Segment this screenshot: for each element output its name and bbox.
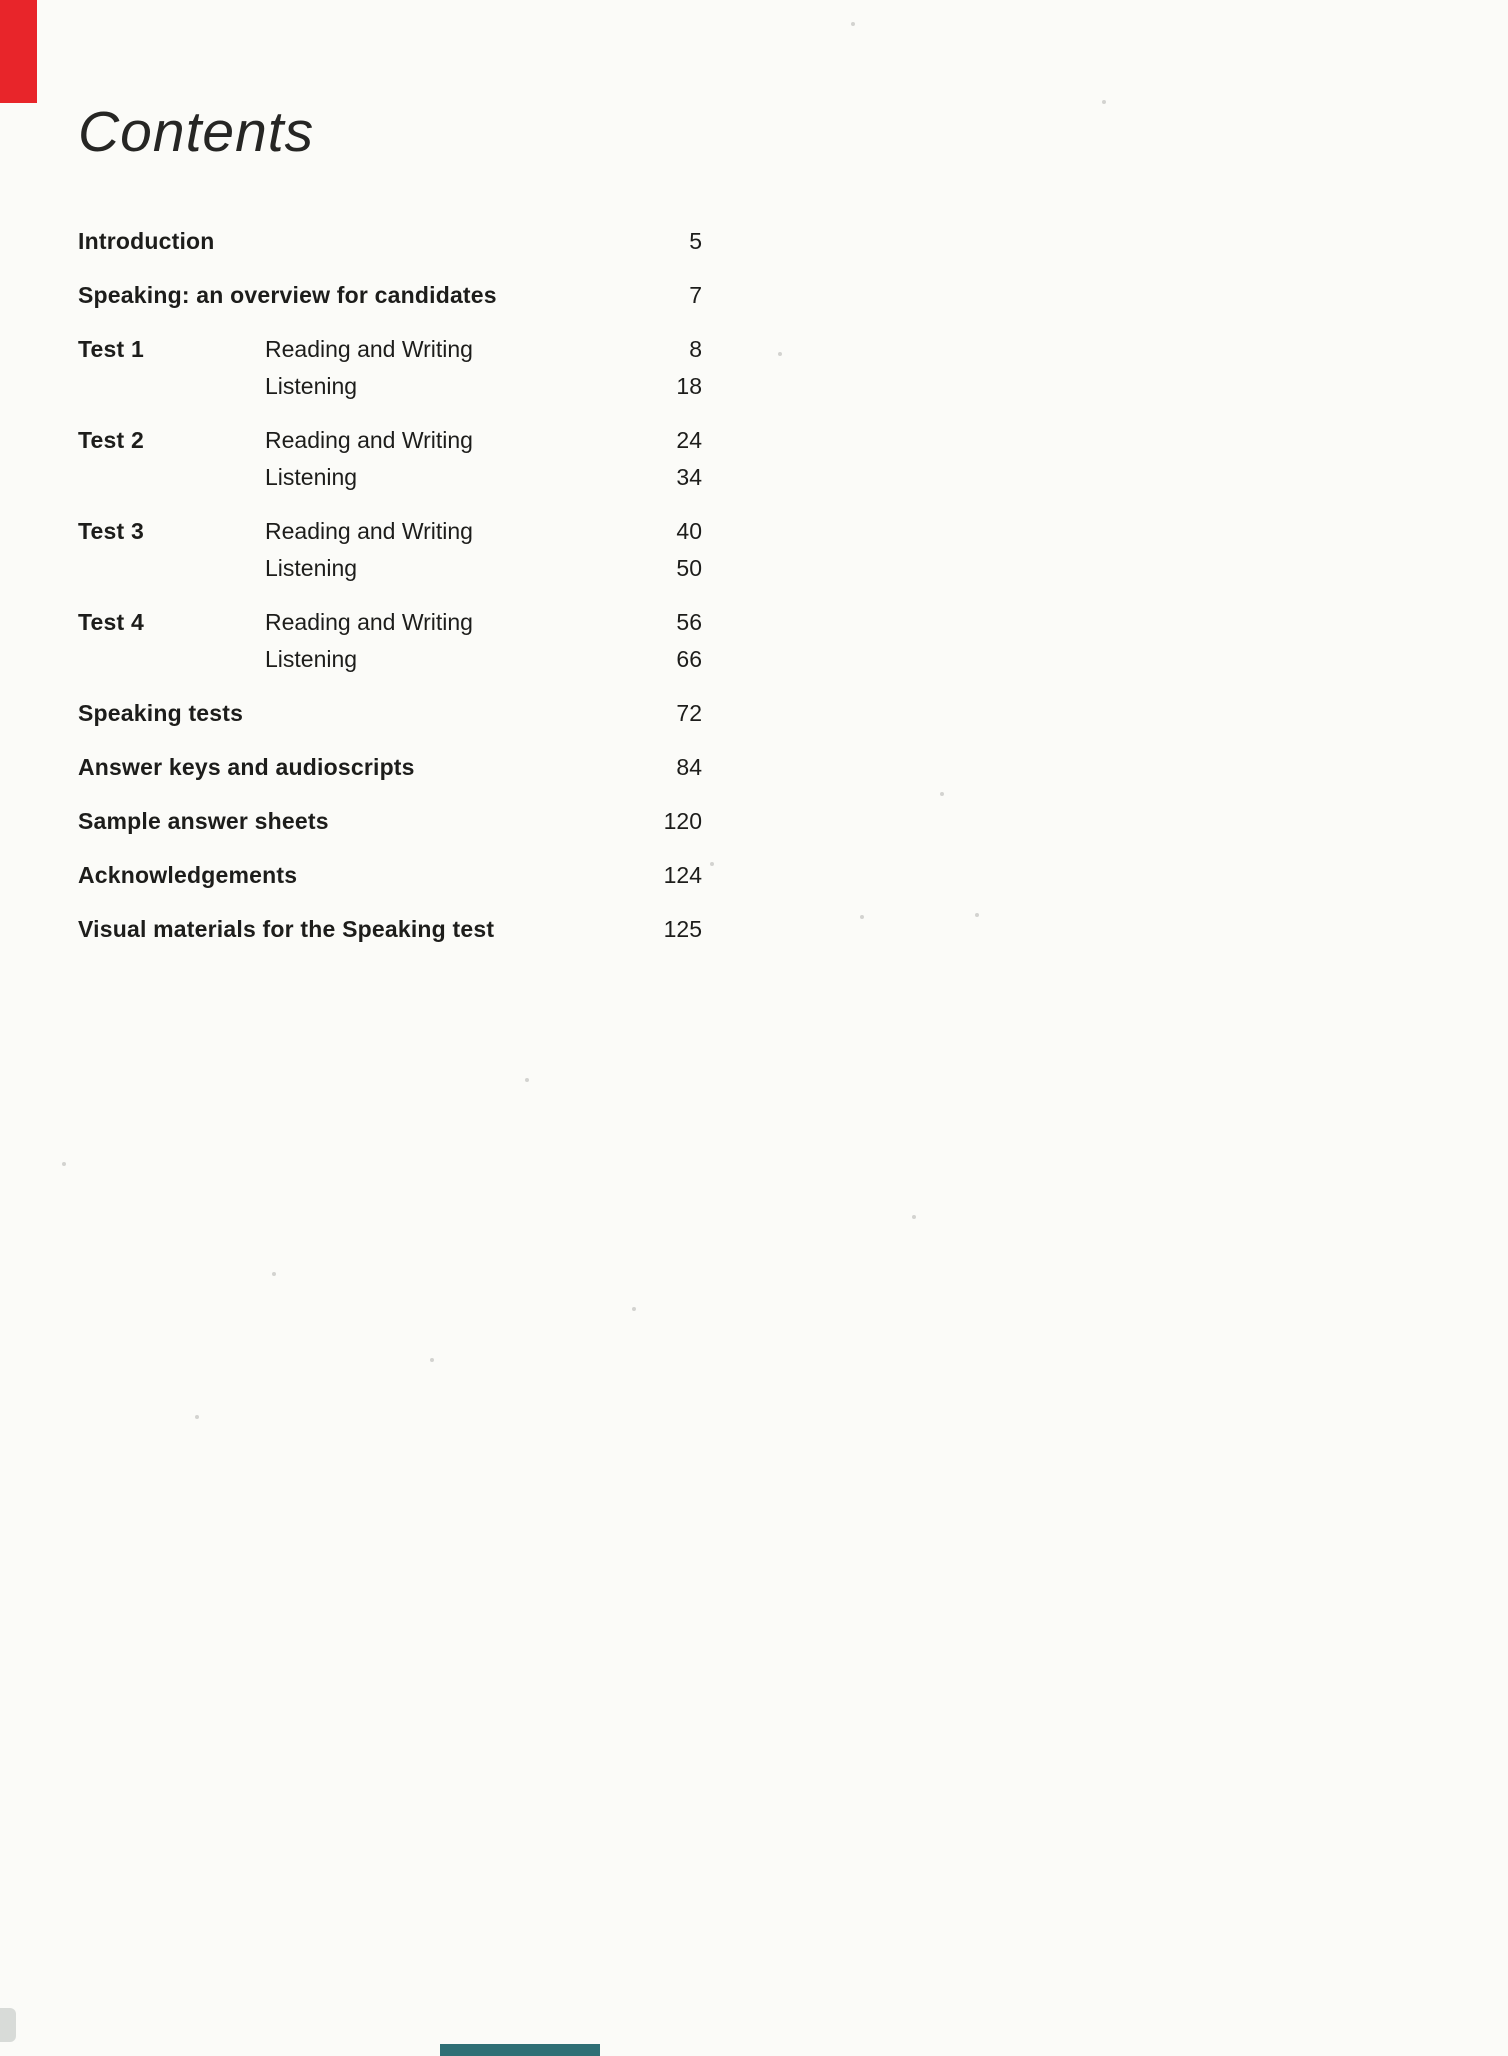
toc-subentry-page: 50: [676, 554, 702, 581]
toc-entry-label: Test 3: [78, 517, 144, 544]
toc-subentry-label: Reading and Writing: [265, 608, 473, 635]
scan-speck: [430, 1358, 434, 1362]
toc-subentry: [265, 604, 702, 641]
toc-entry-label: Acknowledgements: [78, 861, 298, 888]
toc-entry-speaking-tests: [78, 695, 702, 732]
toc-subentry-label: Listening: [265, 463, 358, 490]
scan-smudge: [0, 2008, 16, 2042]
scan-speck: [272, 1272, 276, 1276]
scan-speck: [860, 915, 864, 919]
toc-subentry-page: 24: [676, 426, 702, 453]
toc-entry-page: 84: [676, 753, 702, 780]
toc-test-sublist: [265, 604, 702, 678]
table-of-contents: [78, 223, 702, 948]
scan-speck: [912, 1215, 916, 1219]
toc-entry-label: Speaking: an overview for candidates: [78, 281, 497, 308]
toc-entry-label: Test 2: [78, 426, 144, 453]
toc-entry-test-1: [78, 331, 702, 405]
toc-subentry-page: 40: [676, 517, 702, 544]
scan-speck: [851, 22, 855, 26]
toc-entry-label: Test 1: [78, 335, 144, 362]
toc-subentry: [265, 422, 702, 459]
toc-subentry: [265, 331, 702, 368]
toc-entry-page: 5: [689, 227, 702, 254]
toc-subentry: [265, 550, 702, 587]
toc-entry-test-2: [78, 422, 702, 496]
toc-entry-page: 120: [663, 807, 702, 834]
red-corner-stripe: [0, 0, 37, 103]
toc-entry-page: 125: [663, 915, 702, 942]
toc-subentry: [265, 459, 702, 496]
toc-subentry-label: Listening: [265, 372, 358, 399]
toc-entry-sample-answer-sheets: [78, 803, 702, 840]
scan-speck: [632, 1307, 636, 1311]
toc-subentry-page: 66: [676, 645, 702, 672]
scan-speck: [710, 862, 714, 866]
toc-subentry-label: Listening: [265, 645, 358, 672]
toc-test-sublist: [265, 513, 702, 587]
scan-speck: [975, 913, 979, 917]
toc-subentry-label: Listening: [265, 554, 358, 581]
page-title: Contents: [78, 100, 315, 164]
toc-subentry: [265, 513, 702, 550]
toc-entry-test-3: [78, 513, 702, 587]
toc-entry-introduction: [78, 223, 702, 260]
scan-speck: [525, 1078, 529, 1082]
toc-entry-test-4: [78, 604, 702, 678]
scan-speck: [940, 792, 944, 796]
toc-entry-visual-materials: [78, 911, 702, 948]
scan-speck: [1102, 100, 1106, 104]
toc-subentry-label: Reading and Writing: [265, 426, 473, 453]
toc-entry-label: Sample answer sheets: [78, 807, 329, 834]
toc-subentry-page: 8: [689, 335, 702, 362]
toc-entry-label: Speaking tests: [78, 699, 244, 726]
scan-speck: [62, 1162, 66, 1166]
toc-entry-answer-keys: [78, 749, 702, 786]
toc-entry-label: Test 4: [78, 608, 144, 635]
toc-entry-page: 72: [676, 699, 702, 726]
toc-subentry-label: Reading and Writing: [265, 517, 473, 544]
toc-subentry-page: 18: [676, 372, 702, 399]
toc-entry-label: Visual materials for the Speaking test: [78, 915, 495, 942]
contents-section: [78, 100, 702, 965]
toc-subentry: [265, 368, 702, 405]
scan-speck: [195, 1415, 199, 1419]
toc-entry-acknowledgements: [78, 857, 702, 894]
toc-entry-label: Answer keys and audioscripts: [78, 753, 415, 780]
toc-subentry-page: 56: [676, 608, 702, 635]
bottom-color-strip: [440, 2044, 600, 2056]
toc-entry-label: Introduction: [78, 227, 215, 254]
toc-subentry-page: 34: [676, 463, 702, 490]
scan-speck: [778, 352, 782, 356]
toc-test-sublist: [265, 422, 702, 496]
toc-subentry-label: Reading and Writing: [265, 335, 473, 362]
toc-subentry: [265, 641, 702, 678]
toc-test-sublist: [265, 331, 702, 405]
toc-entry-page: 124: [663, 861, 702, 888]
toc-entry-speaking-overview: [78, 277, 702, 314]
toc-entry-page: 7: [689, 281, 702, 308]
